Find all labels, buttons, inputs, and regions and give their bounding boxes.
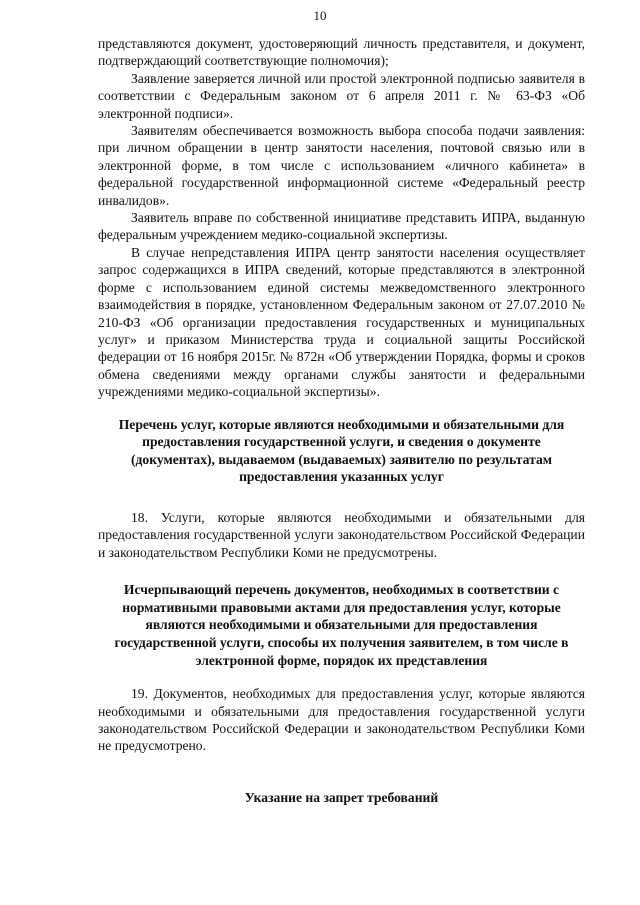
paragraph-item-18: 18. Услуги, которые являются необходимыми и обязательными для предоставления государственной услуги законодательством Российской Федерации и законодательством Республики Коми не предусмотрены. [98, 509, 585, 560]
paragraph-representative-documents: представляются документ, удостоверяющий личность представителя, и документ, подтверждающий соответствующие полномочия); [98, 36, 585, 69]
paragraph-electronic-signature: Заявление заверяется личной или простой электронной подписью заявителя в соответствии с Федеральным законом от 6 апреля 2011 г. № 63-ФЗ «Об электронной подписи». [98, 70, 585, 121]
paragraph-ipra-submission: Заявитель вправе по собственной инициативе представить ИПРА, выданную федеральным учреждением медико-социальной экспертизы. [98, 210, 585, 243]
paragraph-submission-methods: Заявителям обеспечивается возможность выбора способа подачи заявления: при личном обращении в центр занятости населения, почтовой связью или в электронной форме, в том числе с использованием «личного кабинета» в федеральной государственной информационной системе «Федеральный реестр инвалидов». [98, 123, 585, 208]
document-body [98, 35, 585, 806]
heading-prohibition-of-requirements: Указание на запрет требований [244, 789, 439, 805]
paragraph-item-19: 19. Документов, необходимых для предоставления услуг, которые являются необходимыми и обязательными для предоставления государственной услуги законодательством Российской Федерации и законодательством Республики Коми не предусмотрено. [98, 686, 585, 754]
heading-required-documents: Исчерпывающий перечень документов, необходимых в соответствии с нормативными правовыми актами для предоставления услуг, которые являются необходимыми и обязательными для предоставления государственной услуги, способы их получения заявителем, в том числе в электронной форме, порядок их представления [114, 582, 569, 668]
paragraph-interagency-request: В случае непредставления ИПРА центр занятости населения осуществляет запрос содержащихся в ИПРА сведений, которые представляются в электронной форме с использованием единой системы межведомственного электронного взаимодействия в порядке, установленном Федеральным законом от 27.07.2010 № 210-ФЗ «Об организации предоставления государственных и муниципальных услуг» и приказом Министерства труда и социальной защиты Российской федерации от 16 ноября 2015г. № 872н «Об утверждении Порядка, формы и сроков обмена сведениями между органами службы занятости и федеральными учреждениями медико-социальной экспертизы». [98, 244, 585, 400]
page-number: 10 [313, 8, 327, 23]
heading-necessary-services: Перечень услуг, которые являются необходимыми и обязательными для предоставления государственной услуги, и сведения о документе (документах), выдаваемом (выдаваемых) заявителю по результатам предоставления указанных услуг [118, 416, 565, 485]
